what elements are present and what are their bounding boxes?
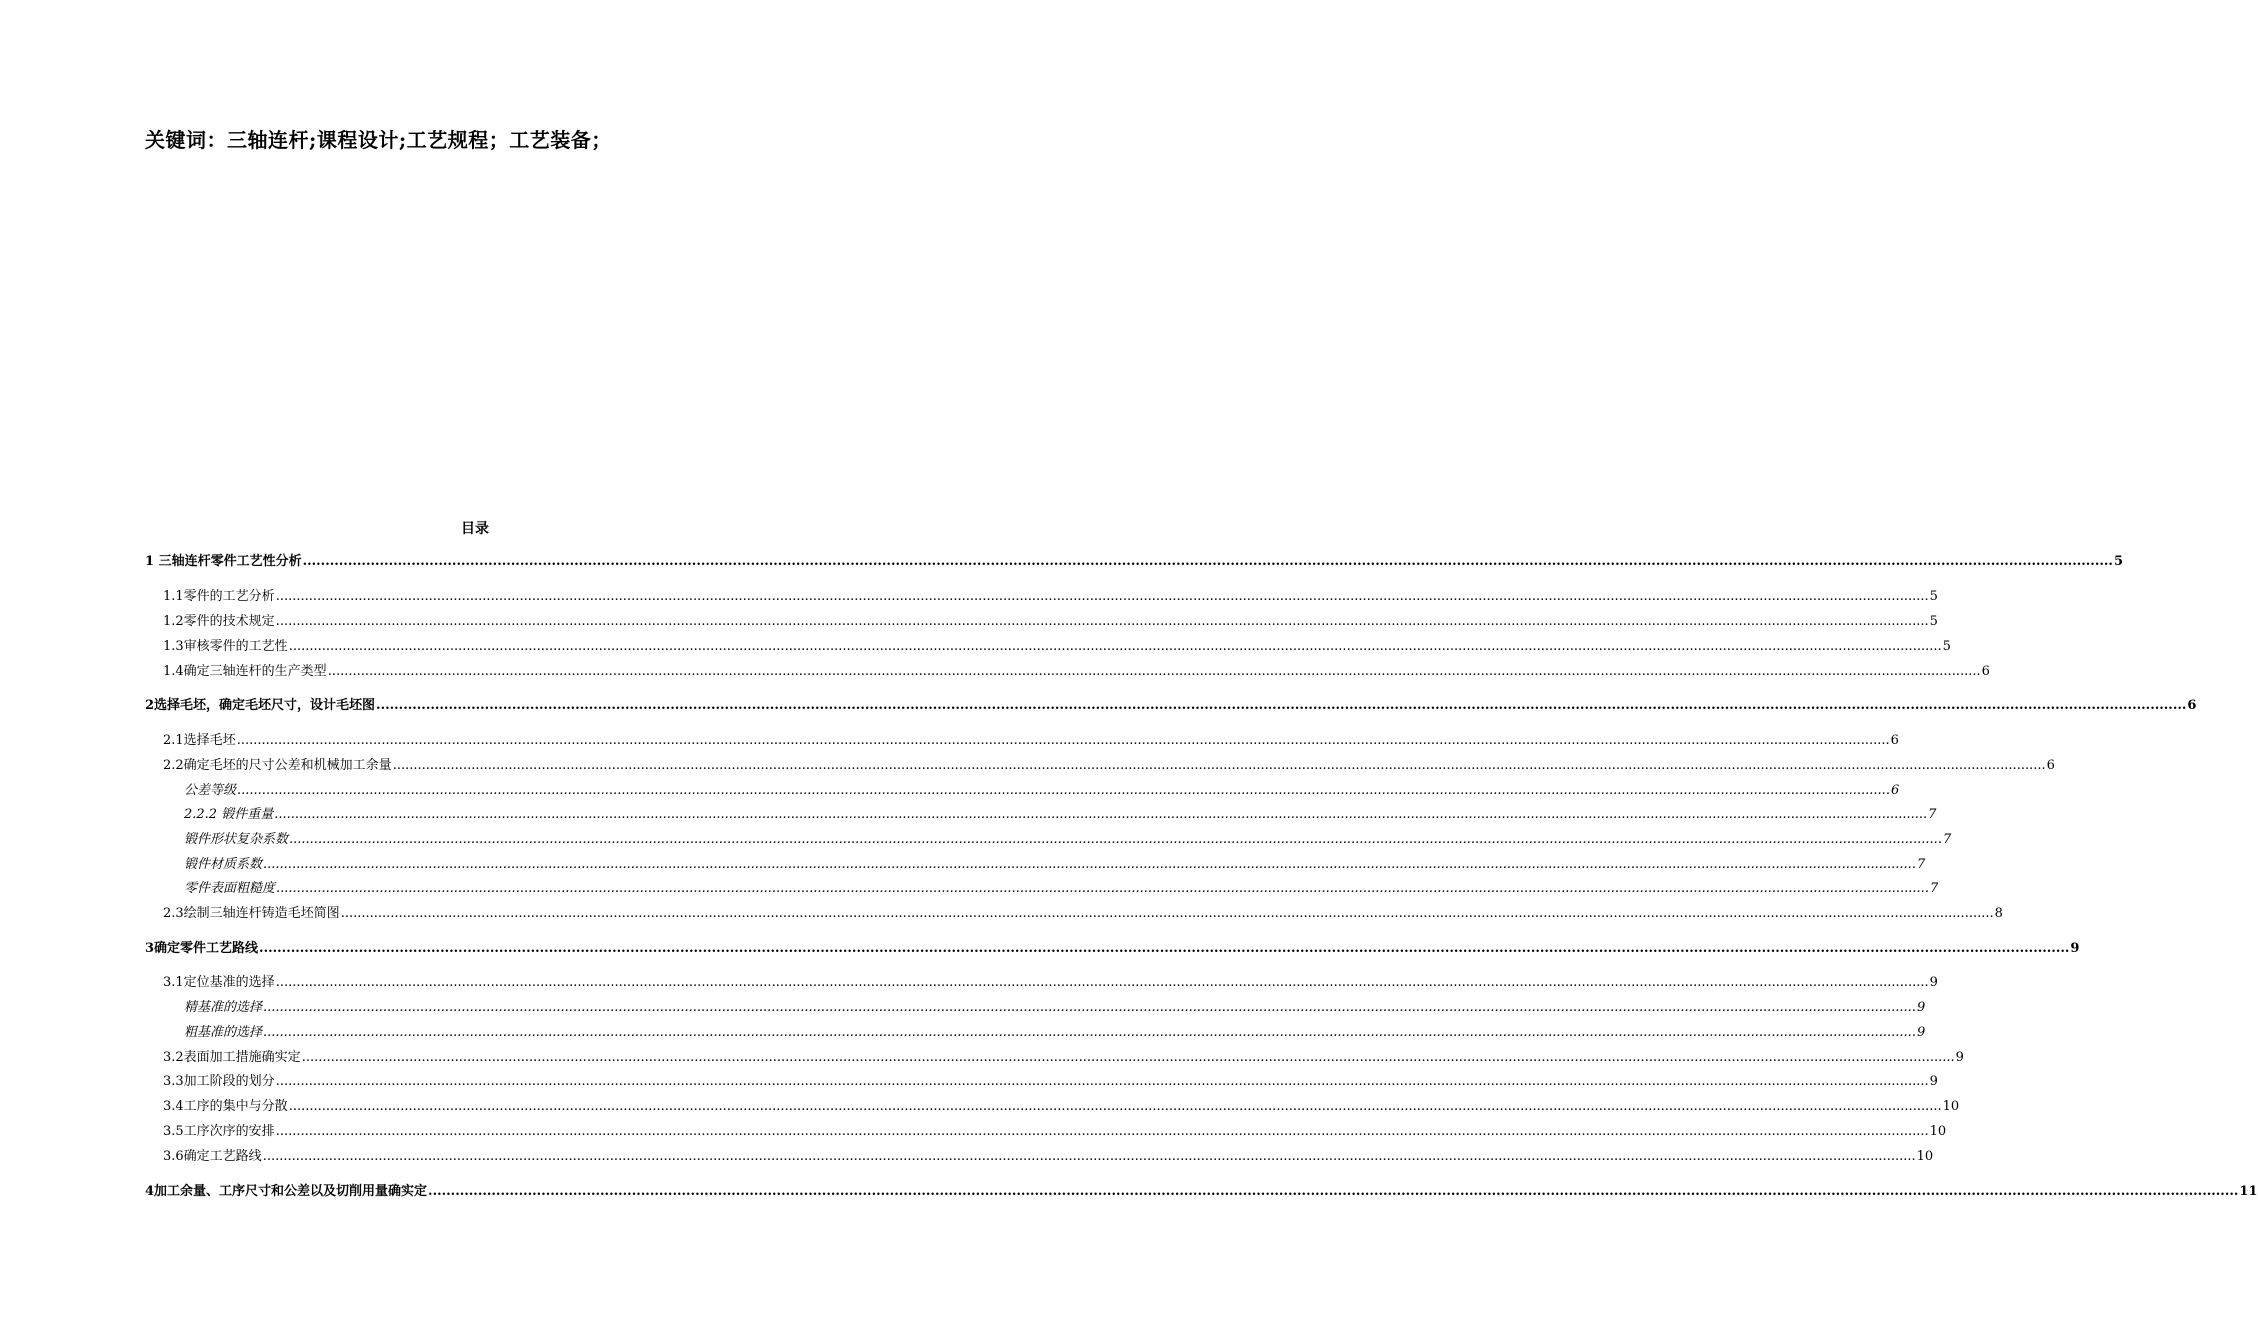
toc-entry-page: 6 <box>1890 733 1899 748</box>
toc-entry[interactable] <box>184 782 1900 800</box>
toc-entry[interactable] <box>184 880 1939 898</box>
toc-entry[interactable] <box>163 757 2055 775</box>
toc-entry[interactable] <box>184 1024 1926 1042</box>
toc-leader-dots: ................................................................................................................................................................................................................................................................................................................................................................................................................ <box>263 1025 1916 1040</box>
toc-entry-label: 2选择毛坯，确定毛坯尺寸，设计毛坯图 <box>145 698 376 713</box>
toc-entry-page: 10 <box>1916 1149 1934 1164</box>
toc-entry-page: 9 <box>1929 975 1938 990</box>
toc-entry-page: 5 <box>1929 614 1938 629</box>
toc-leader-dots: ................................................................................................................................................................................................................................................................................................................................................................................................................ <box>236 733 1890 748</box>
toc-entry-label: 4加工余量、工序尺寸和公差以及切削用量确实定 <box>145 1184 428 1199</box>
toc-entry[interactable] <box>184 999 1926 1017</box>
toc-leader-dots: ................................................................................................................................................................................................................................................................................................................................................................................................................ <box>263 1000 1916 1015</box>
toc-entry-label: 2.2确定毛坯的尺寸公差和机械加工余量 <box>163 758 392 773</box>
toc-leader-dots: ................................................................................................................................................................................................................................................................................................................................................................................................................ <box>275 614 1929 629</box>
toc-entry-label: 3.1定位基准的选择 <box>163 975 275 990</box>
toc-leader-dots: ................................................................................................................................................................................................................................................................................................................................................................................................................ <box>376 698 2187 713</box>
toc-entry-label: 粗基准的选择 <box>184 1025 263 1040</box>
toc-leader-dots: ................................................................................................................................................................................................................................................................................................................................................................................................................ <box>327 664 1981 679</box>
toc-entry[interactable] <box>163 613 1938 631</box>
toc-entry[interactable] <box>163 1123 1947 1141</box>
toc-entry[interactable] <box>163 663 1990 681</box>
toc-entry-label: 3.5工序次序的安排 <box>163 1124 275 1139</box>
toc-leader-dots: ................................................................................................................................................................................................................................................................................................................................................................................................................ <box>288 1099 1942 1114</box>
toc-entry[interactable] <box>163 1073 1938 1091</box>
toc-entry-page: 6 <box>2187 698 2197 713</box>
toc-entry-label: 1.3审核零件的工艺性 <box>163 639 288 654</box>
toc-entry-label: 3.2表面加工措施确实定 <box>163 1050 301 1065</box>
toc-entry-label: 3.3加工阶段的划分 <box>163 1074 275 1089</box>
toc-entry-page: 5 <box>1942 639 1951 654</box>
toc-entry-label: 3.6确定工艺路线 <box>163 1149 262 1164</box>
toc-entry-label: 3确定零件工艺路线 <box>145 941 259 956</box>
toc-entry-page: 7 <box>1916 857 1926 872</box>
toc-leader-dots: ................................................................................................................................................................................................................................................................................................................................................................................................................ <box>301 1050 1955 1065</box>
toc-entry-page: 10 <box>1929 1124 1947 1139</box>
toc-entry-label: 1 三轴连杆零件工艺性分析 <box>145 554 302 569</box>
toc-entry[interactable] <box>145 940 2080 958</box>
toc-entry-page: 7 <box>1928 807 1937 822</box>
toc-entry[interactable] <box>163 1148 1934 1166</box>
toc-leader-dots: ................................................................................................................................................................................................................................................................................................................................................................................................................ <box>428 1184 2239 1199</box>
toc-entry-page: 10 <box>1942 1099 1960 1114</box>
toc-entry[interactable] <box>163 1049 1964 1067</box>
toc-leader-dots: ................................................................................................................................................................................................................................................................................................................................................................................................................ <box>392 758 2046 773</box>
toc-leader-dots: ................................................................................................................................................................................................................................................................................................................................................................................................................ <box>259 941 2070 956</box>
toc-entry-page: 9 <box>1929 1074 1938 1089</box>
toc-entry[interactable] <box>145 1183 2258 1201</box>
toc-leader-dots: ................................................................................................................................................................................................................................................................................................................................................................................................................ <box>340 906 1994 921</box>
toc-entry-page: 7 <box>1929 881 1939 896</box>
toc-leader-dots: ................................................................................................................................................................................................................................................................................................................................................................................................................ <box>275 589 1929 604</box>
toc-entry-label: 1.2零件的技术规定 <box>163 614 275 629</box>
toc-entry-label: 1.1零件的工艺分析 <box>163 589 275 604</box>
toc-entry-page: 9 <box>1955 1050 1964 1065</box>
toc-entry-page: 8 <box>1994 906 2003 921</box>
toc-leader-dots: ................................................................................................................................................................................................................................................................................................................................................................................................................ <box>288 639 1942 654</box>
toc-entry-page: 9 <box>1916 1025 1926 1040</box>
toc-leader-dots: ................................................................................................................................................................................................................................................................................................................................................................................................................ <box>275 1124 1929 1139</box>
toc-entry[interactable] <box>163 974 1938 992</box>
toc-entry-page: 5 <box>2113 554 2123 569</box>
toc-leader-dots: ................................................................................................................................................................................................................................................................................................................................................................................................................ <box>237 783 1890 798</box>
toc-entry-label: 公差等级 <box>184 783 237 798</box>
toc-entry-page: 5 <box>1929 589 1938 604</box>
toc-entry-label: 2.2.2 锻件重量 <box>184 807 274 822</box>
toc-entry-label: 精基准的选择 <box>184 1000 263 1015</box>
toc-entry[interactable] <box>163 732 1899 750</box>
toc-leader-dots: ................................................................................................................................................................................................................................................................................................................................................................................................................ <box>276 881 1929 896</box>
toc-entry-page: 9 <box>1916 1000 1926 1015</box>
toc-entry-page: 11 <box>2239 1184 2258 1199</box>
toc-entry[interactable] <box>163 905 2003 923</box>
toc-entry-label: 3.4工序的集中与分散 <box>163 1099 288 1114</box>
toc-entry[interactable] <box>163 1098 1960 1116</box>
toc-entry[interactable] <box>184 856 1926 874</box>
toc-entry-page: 6 <box>1981 664 1990 679</box>
toc-entry[interactable] <box>163 638 1951 656</box>
toc-entry-page: 9 <box>2070 941 2080 956</box>
keywords-line: 关键词：三轴连杆;课程设计;工艺规程；工艺装备； <box>145 128 612 152</box>
toc-entry-label: 2.3绘制三轴连杆铸造毛坯简图 <box>163 906 340 921</box>
toc-entry[interactable] <box>145 697 2197 715</box>
toc-leader-dots: ................................................................................................................................................................................................................................................................................................................................................................................................................ <box>302 554 2113 569</box>
toc-title: 目录 <box>461 521 489 537</box>
toc-entry-page: 6 <box>2046 758 2055 773</box>
toc-entry-label: 1.4确定三轴连杆的生产类型 <box>163 664 327 679</box>
toc-leader-dots: ................................................................................................................................................................................................................................................................................................................................................................................................................ <box>262 1149 1916 1164</box>
toc-entry[interactable] <box>145 553 2123 571</box>
toc-entry[interactable] <box>184 806 1937 824</box>
toc-leader-dots: ................................................................................................................................................................................................................................................................................................................................................................................................................ <box>275 975 1929 990</box>
toc-entry[interactable] <box>184 831 1952 849</box>
toc-entry[interactable] <box>163 588 1938 606</box>
toc-entry-page: 7 <box>1942 832 1952 847</box>
toc-leader-dots: ................................................................................................................................................................................................................................................................................................................................................................................................................ <box>289 832 1942 847</box>
toc-entry-label: 锻件材质系数 <box>184 857 263 872</box>
toc-leader-dots: ................................................................................................................................................................................................................................................................................................................................................................................................................ <box>263 857 1916 872</box>
toc-leader-dots: ................................................................................................................................................................................................................................................................................................................................................................................................................ <box>275 1074 1929 1089</box>
toc-entry-label: 锻件形状复杂系数 <box>184 832 289 847</box>
toc-leader-dots: ................................................................................................................................................................................................................................................................................................................................................................................................................ <box>274 807 1928 822</box>
toc-entry-label: 2.1选择毛坯 <box>163 733 236 748</box>
toc-entry-page: 6 <box>1890 783 1900 798</box>
toc-entry-label: 零件表面粗糙度 <box>184 881 276 896</box>
